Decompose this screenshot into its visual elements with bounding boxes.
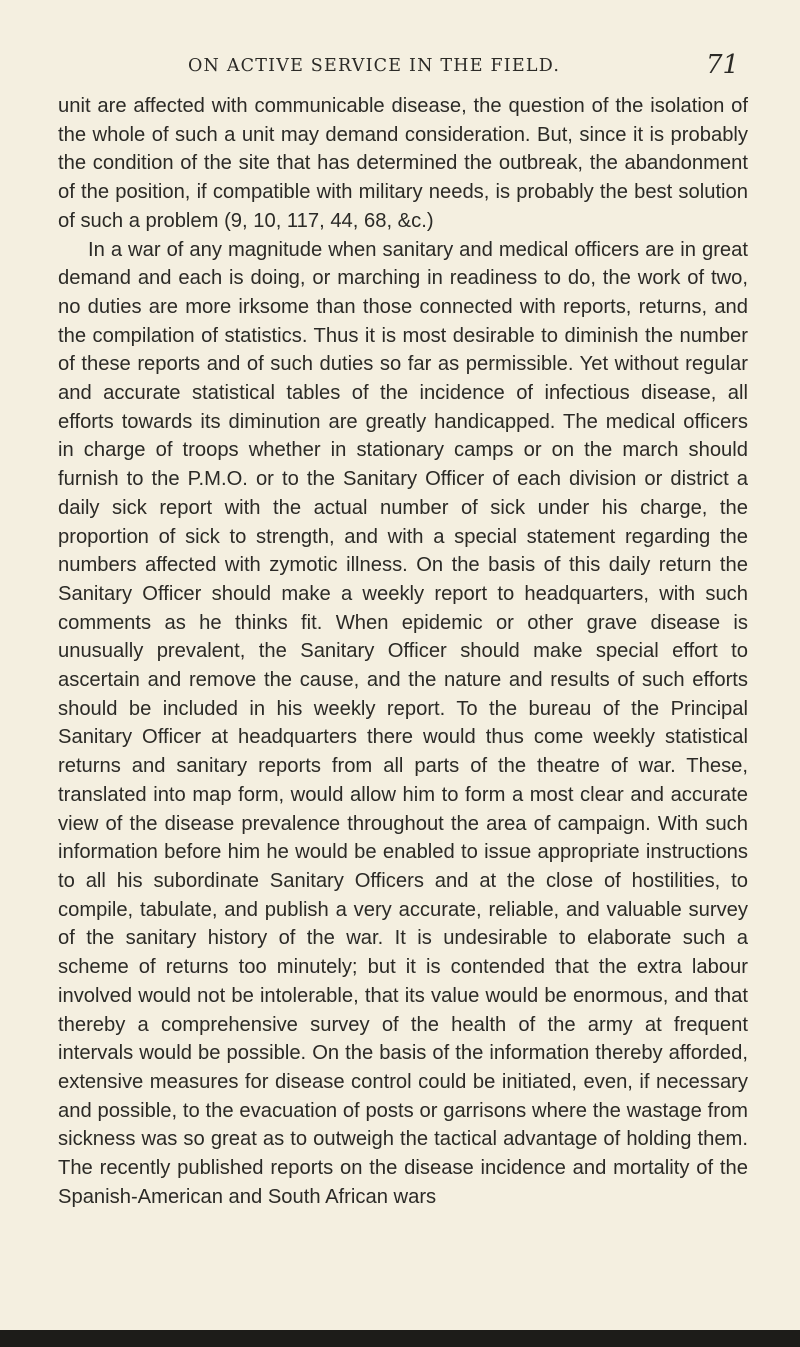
page-bottom-edge <box>0 1330 800 1347</box>
body-text <box>58 92 748 1211</box>
paragraph-continued: unit are affected with communicable disease, the question of the isolation of the whole of such a unit may demand consideration. But, since it is probably the condition of the site that has determined the outbreak, the abandonment of the position, if compatible with military needs, is probably the best solution of such a problem (9, 10, 117, 44, 68, &c.) <box>58 95 748 232</box>
page-header <box>100 48 800 84</box>
running-head: ON ACTIVE SERVICE IN THE FIELD. <box>188 56 561 76</box>
page-number: 71 <box>706 50 740 80</box>
paragraph-statistics: In a war of any magnitude when sanitary and medical officers are in great demand and each is doing, or marching in readiness to do, the work of two, no duties are more irksome than those connected with reports, returns, and the compilation of statistics. Thus it is most desirable to diminish the number of these reports and of such duties so far as permissible. Yet without regular and accurate statistical tables of the incidence of infectious disease, all efforts towards its diminution are greatly handicapped. The medical officers in charge of troops whether in stationary camps or on the march should furnish to the P.M.O. or to the Sanitary Officer of each division or district a daily sick report with the actual number of sick under his charge, the proportion of sick to strength, and with a special statement regarding the numbers affected with zymotic illness. On the basis of this daily return the Sanitary Officer should make a weekly report to headquarters, with such comments as he thinks fit. When epidemic or other grave disease is unusually prevalent, the Sanitary Officer should make special effort to ascertain and remove the cause, and the nature and results of such efforts should be included in his weekly report. To the bureau of the Principal Sanitary Officer at headquarters there would thus come weekly statistical returns and sanitary reports from all parts of the theatre of war. These, translated into map form, would allow him to form a most clear and accurate view of the disease prevalence throughout the area of campaign. With such information before him he would be enabled to issue appropriate instructions to all his subordinate Sanitary Officers and at the close of hostilities, to compile, tabulate, and publish a very accurate, reliable, and valuable survey of the sanitary history of the war. It is undesirable to elaborate such a scheme of returns too minutely; but it is contended that the extra labour involved would not be intolerable, that its value would be enormous, and that thereby a comprehensive survey of the health of the army at frequent intervals would be possible. On the basis of the information thereby afforded, extensive measures for disease control could be initiated, even, if necessary and possible, to the evacuation of posts or garrisons where the wastage from sickness was so great as to outweigh the tactical advantage of holding them. The recently published reports on the disease incidence and mortality of the Spanish-American and South African wars <box>58 238 748 1208</box>
